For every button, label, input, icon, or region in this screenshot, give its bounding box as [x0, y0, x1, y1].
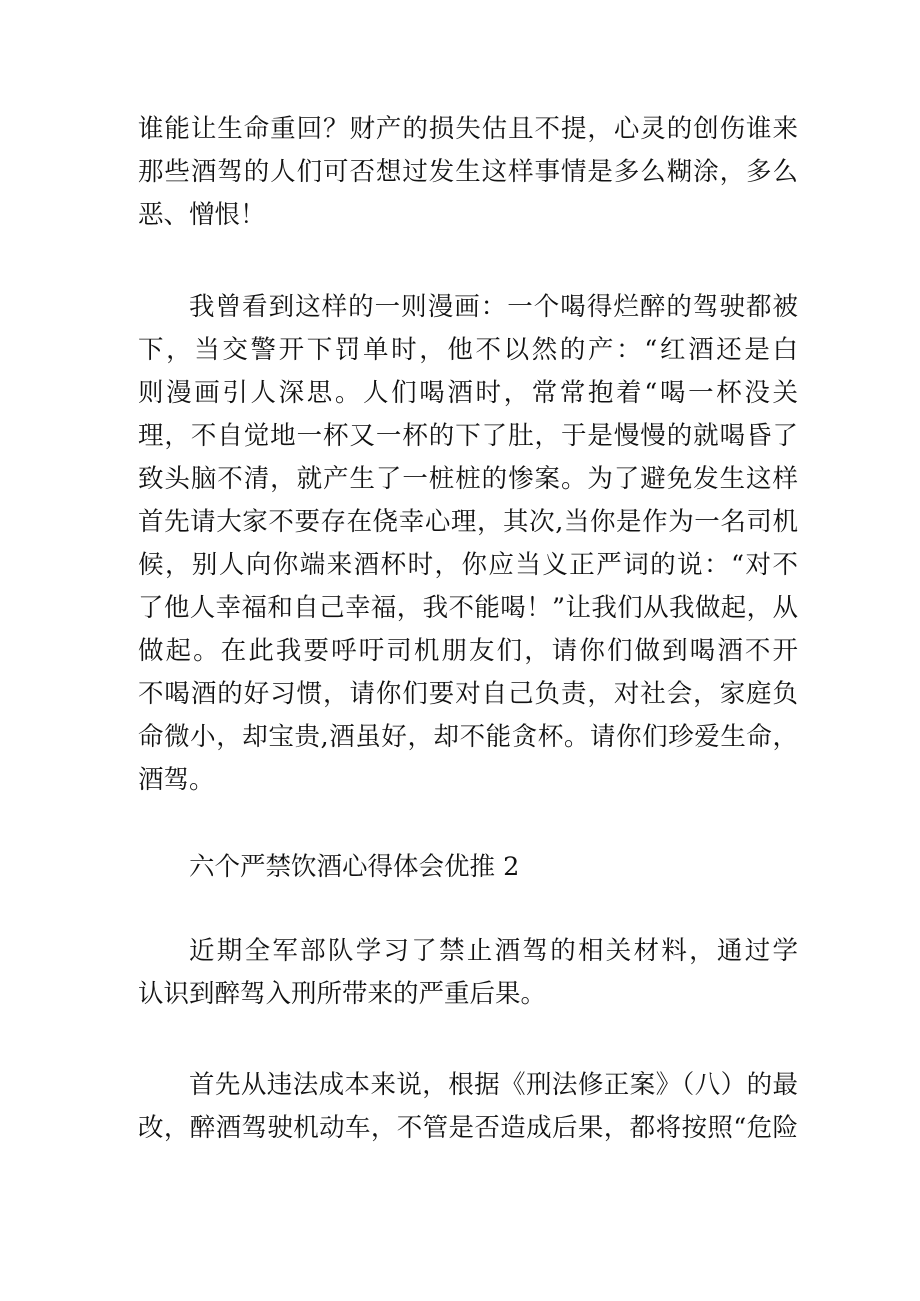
text-line: 我曾看到这样的一则漫画：一个喝得烂醉的驾驶都被: [189, 292, 798, 322]
text-line: 不喝酒的好习惯，请你们要对自己负责，对社会，家庭负: [138, 679, 798, 709]
text-line: 致头脑不清，就产生了一桩桩的惨案。为了避免发生这样: [138, 464, 798, 494]
text-line: 恶、憎恨！: [138, 200, 266, 230]
text-line: 命微小，却宝贵,酒虽好，却不能贪杯。请你们珍爱生命，: [138, 722, 798, 752]
text-line: 酒驾。: [138, 765, 215, 795]
text-line: 认识到醉驾入刑所带来的严重后果。: [138, 979, 547, 1009]
text-line: 首先请大家不要存在侥幸心理，其次,当你是作为一名司机: [138, 507, 798, 537]
text-line: 下，当交警开下罚单时，他不以然的产：“红酒还是白: [138, 335, 798, 365]
text-line: 理，不自觉地一杯又一杯的下了肚，于是慢慢的就喝昏了: [138, 421, 798, 451]
text-line: 做起。在此我要呼吁司机朋友们，请你们做到喝酒不开: [138, 636, 798, 666]
text-line: 了他人幸福和自己幸福，我不能喝！”让我们从我做起，从: [138, 593, 798, 623]
text-line: 近期全军部队学习了禁止酒驾的相关材料，通过学: [189, 936, 798, 966]
heading-text: 六个严禁饮酒心得体会优推 2: [189, 852, 520, 882]
text-line: 谁能让生命重回？财产的损失估且不提，心灵的创伤谁来: [138, 114, 798, 144]
text-line: 那些酒驾的人们可否想过发生这样事情是多么糊涂，多么: [138, 157, 798, 187]
section-heading: [138, 846, 798, 889]
text-line: 改，醉酒驾驶机动车，不管是否造成后果，都将按照“危险: [138, 1113, 798, 1143]
paragraph-cartoon: [138, 286, 798, 802]
paragraph-study: [138, 930, 798, 1016]
paragraph-consequences: [138, 108, 798, 237]
text-line: 首先从违法成本来说，根据《刑法修正案》（八）的最: [189, 1070, 798, 1100]
paragraph-legal-cost: [138, 1064, 798, 1150]
text-line: 则漫画引人深思。人们喝酒时，常常抱着“喝一杯没关: [138, 378, 798, 408]
text-line: 候，别人向你端来酒杯时，你应当义正严词的说：“对不: [138, 550, 798, 580]
